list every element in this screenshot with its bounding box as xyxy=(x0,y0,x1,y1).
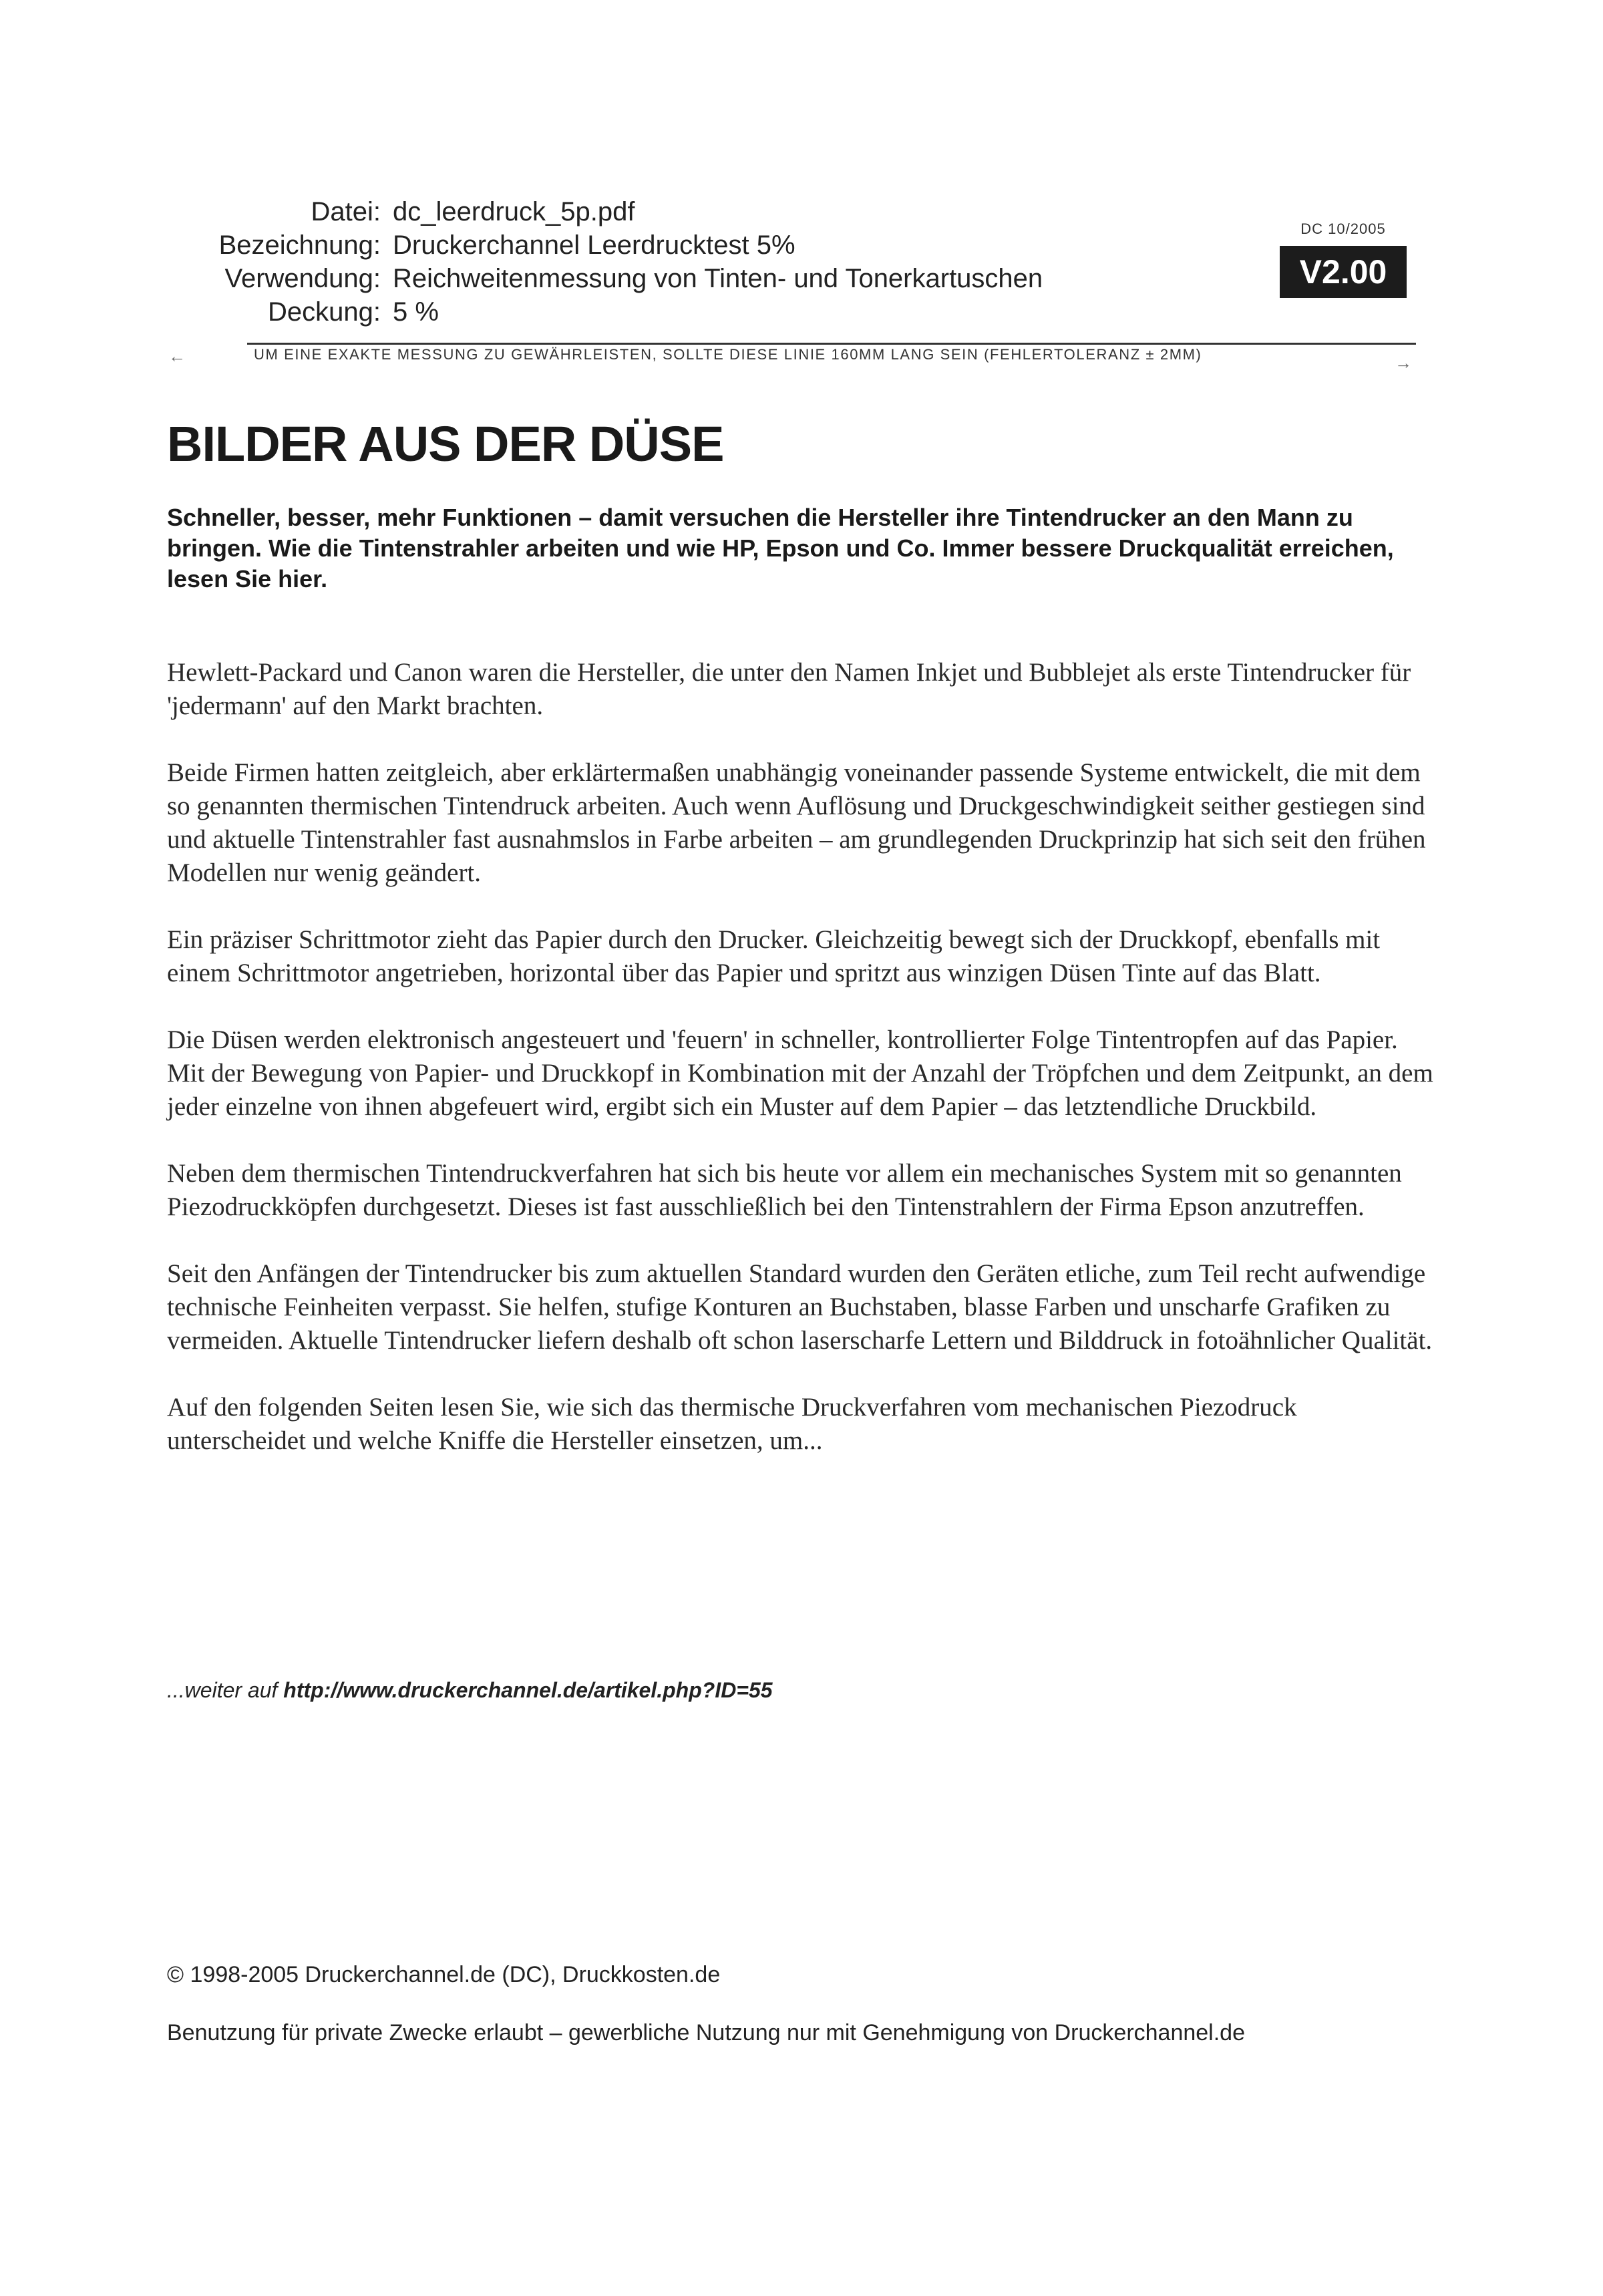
article-body xyxy=(167,656,1436,1491)
measurement-line xyxy=(247,343,1416,345)
version-date: DC 10/2005 xyxy=(1300,220,1386,237)
continue-reading xyxy=(167,1678,773,1703)
article-paragraph: Die Düsen werden elektronisch angesteuert und 'feuern' in schneller, kontrollierter Folge Tintentropfen auf das Papier. Mit der Bewegung von Papier- und Druckkopf in Kombination mit der Anzahl der Tröpfchen und dem Zeitpunkt, an dem jeder einzelne von ihnen abgefeuert wird, ergibt sich ein Muster auf dem Papier – das letztendliche Druckbild. xyxy=(167,1025,1433,1121)
meta-value: 5 % xyxy=(393,297,439,327)
meta-label: Deckung: xyxy=(268,297,381,327)
arrow-left-icon: ← xyxy=(168,346,186,366)
meta-label: Bezeichnung: xyxy=(218,230,381,260)
meta-row-coverage xyxy=(167,295,1043,329)
arrow-right-icon: → xyxy=(1395,353,1412,373)
license-notice: Benutzung für private Zwecke erlaubt – gewerbliche Nutzung nur mit Genehmigung von Druckerchannel.de xyxy=(167,2020,1246,2045)
measurement-instruction: UM EINE EXAKTE MESSUNG ZU GEWÄHRLEISTEN, SOLLTE DIESE LINIE 160MM LANG SEIN (FEHLERTOLERANZ ± 2MM) xyxy=(254,346,1202,363)
meta-value: Druckerchannel Leerdrucktest 5% xyxy=(393,230,795,260)
article-lead: Schneller, besser, mehr Funktionen – damit versuchen die Hersteller ihre Tintendrucker an den Mann zu bringen. Wie die Tintenstrahler arbeiten und wie HP, Epson und Co. Immer bessere Druckqualität erreichen, lesen Sie hier. xyxy=(167,504,1394,593)
meta-value: dc_leerdruck_5p.pdf xyxy=(393,197,635,226)
continue-prefix: ...weiter auf xyxy=(167,1678,284,1702)
file-meta-table xyxy=(167,195,1043,329)
meta-row-usage xyxy=(167,262,1043,295)
article-url-link[interactable]: http://www.druckerchannel.de/artikel.php?ID=55 xyxy=(283,1678,773,1702)
article-paragraph: Ein präziser Schrittmotor zieht das Papier durch den Drucker. Gleichzeitig bewegt sich der Druckkopf, ebenfalls mit einem Schrittmotor angetrieben, horizontal über das Papier und spritzt aus winzigen Düsen Tinte auf das Blatt. xyxy=(167,925,1381,987)
article-paragraph: Neben dem thermischen Tintendruckverfahren hat sich bis heute vor allem ein mechanisches System mit so genannten Piezodruckköpfen durchgesetzt. Dieses ist fast ausschließlich bei den Tintenstrahlern der Firma Epson anzutreffen. xyxy=(167,1159,1402,1221)
version-box xyxy=(1266,220,1420,298)
meta-label: Datei: xyxy=(311,197,381,226)
article-paragraph: Auf den folgenden Seiten lesen Sie, wie sich das thermische Druckverfahren vom mechanischen Piezodruck unterscheidet und welche Kniffe die Hersteller einsetzen, um... xyxy=(167,1393,1297,1455)
meta-label: Verwendung: xyxy=(224,264,381,293)
article-paragraph: Beide Firmen hatten zeitgleich, aber erklärtermaßen unabhängig voneinander passende Systeme entwickelt, die mit dem so genannten thermischen Tintendruck arbeiten. Auch wenn Auflösung und Druckgeschwindigkeit seither gestiegen sind und aktuelle Tintenstrahler fast ausnahmslos in Farbe arbeiten – am grundlegenden Druckprinzip hat sich seit den frühen Modellen nur wenig geändert. xyxy=(167,758,1426,887)
meta-row-file xyxy=(167,195,1043,228)
version-badge: V2.00 xyxy=(1280,246,1407,298)
copyright-notice: © 1998-2005 Druckerchannel.de (DC), Druckkosten.de xyxy=(167,1962,721,1987)
meta-value: Reichweitenmessung von Tinten- und Tonerkartuschen xyxy=(393,264,1043,293)
article-headline: BILDER AUS DER DÜSE xyxy=(167,416,724,472)
meta-row-designation xyxy=(167,228,1043,262)
article-paragraph: Seit den Anfängen der Tintendrucker bis zum aktuellen Standard wurden den Geräten etliche, zum Teil recht aufwendige technische Feinheiten verpasst. Sie helfen, stufige Konturen an Buchstaben, blasse Farben und unscharfe Grafiken zu vermeiden. Aktuelle Tintendrucker liefern deshalb oft schon laserscharfe Lettern und Bilddruck in fotoähnlicher Qualität. xyxy=(167,1259,1433,1355)
article-paragraph: Hewlett-Packard und Canon waren die Hersteller, die unter den Namen Inkjet und Bubblejet als erste Tintendrucker für 'jedermann' auf den Markt brachten. xyxy=(167,658,1411,720)
